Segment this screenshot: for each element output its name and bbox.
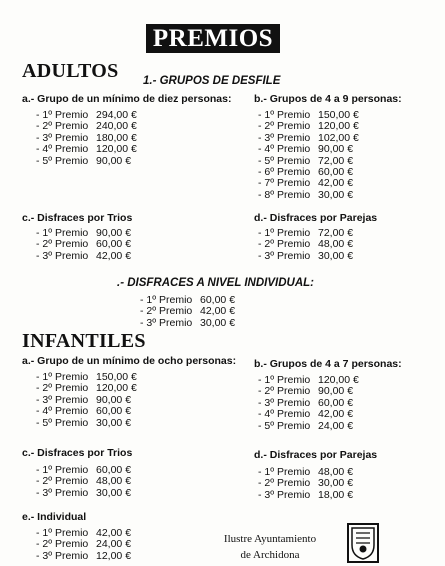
prize-list-infantiles-b <box>258 375 378 432</box>
prize-label: - 3º Premio <box>36 486 89 499</box>
prize-label: - 3º Premio <box>258 396 311 409</box>
prize-amount: 48,00 € <box>318 238 354 251</box>
prize-list-infantiles-a <box>36 372 156 429</box>
prize-label: - 3º Premio <box>258 488 311 501</box>
prize-amount: 24,00 € <box>96 538 132 551</box>
prize-amount: 42,00 € <box>96 527 132 539</box>
prize-label: - 1º Premio <box>258 227 311 239</box>
prize-label: - 4º Premio <box>258 143 311 156</box>
prize-row <box>36 406 156 417</box>
prize-label: - 2º Premio <box>258 120 311 133</box>
prize-label: - 2º Premio <box>258 477 311 490</box>
prize-amount: 102,00 € <box>318 131 359 144</box>
group-label-adultos-d: d.- Disfraces por Parejas <box>254 212 378 224</box>
prize-amount: 60,00 € <box>96 405 132 418</box>
prize-amount: 90,00 € <box>96 227 132 239</box>
prize-amount: 42,00 € <box>96 249 132 262</box>
prize-amount: 30,00 € <box>318 477 354 490</box>
prize-amount: 90,00 € <box>96 393 132 406</box>
prize-amount: 294,00 € <box>96 109 137 121</box>
prize-list-adultos-individual <box>140 295 260 329</box>
prize-row <box>258 144 378 155</box>
page-title: PREMIOS <box>146 24 280 53</box>
prize-label: - 2º Premio <box>258 385 311 398</box>
prize-row <box>36 144 156 155</box>
prize-amount: 150,00 € <box>318 109 359 121</box>
prize-label: - 3º Premio <box>36 549 89 562</box>
prize-amount: 42,00 € <box>318 177 354 190</box>
prize-amount: 90,00 € <box>318 143 354 156</box>
prize-amount: 30,00 € <box>318 249 354 262</box>
prize-row <box>258 421 378 432</box>
subheading-grupos-desfile: 1.- GRUPOS DE DESFILE <box>143 75 281 87</box>
prize-label: - 2º Premio <box>36 475 89 488</box>
prize-amount: 60,00 € <box>318 166 354 179</box>
subheading-individual: .- DISFRACES A NIVEL INDIVIDUAL: <box>117 277 314 289</box>
prize-row <box>258 409 378 420</box>
prize-amount: 30,00 € <box>96 416 132 429</box>
prize-amount: 72,00 € <box>318 227 354 239</box>
group-label-adultos-c: c.- Disfraces por Trios <box>22 212 133 224</box>
prize-label: - 3º Premio <box>258 131 311 144</box>
prize-label: - 1º Premio <box>36 527 89 539</box>
group-label-infantiles-c: c.- Disfraces por Trios <box>22 447 133 459</box>
prize-amount: 180,00 € <box>96 131 137 144</box>
prize-label: - 2º Premio <box>36 382 89 395</box>
prize-list-adultos-a <box>36 110 156 167</box>
prize-label: - 1º Premio <box>36 109 89 121</box>
prize-label: - 1º Premio <box>36 371 89 383</box>
prize-amount: 30,00 € <box>200 316 236 329</box>
prize-amount: 120,00 € <box>318 120 359 133</box>
prize-label: - 8º Premio <box>258 188 311 201</box>
group-label-infantiles-a: a.- Grupo de un mínimo de ocho personas: <box>22 355 237 367</box>
prize-label: - 1º Premio <box>258 466 311 478</box>
prize-label: - 2º Premio <box>140 305 193 318</box>
prize-label: - 5º Premio <box>258 419 311 432</box>
prize-amount: 120,00 € <box>96 382 137 395</box>
prize-amount: 48,00 € <box>318 466 354 478</box>
group-label-adultos-a: a.- Grupo de un mínimo de diez personas: <box>22 93 232 105</box>
group-label-infantiles-d: d.- Disfraces por Parejas <box>254 449 378 461</box>
prize-label: - 3º Premio <box>36 249 89 262</box>
prize-label: - 3º Premio <box>36 131 89 144</box>
prize-label: - 1º Premio <box>36 227 89 239</box>
prize-amount: 30,00 € <box>96 486 132 499</box>
prize-label: - 3º Premio <box>140 316 193 329</box>
prize-amount: 60,00 € <box>200 294 236 306</box>
prize-label: - 2º Premio <box>36 538 89 551</box>
prize-amount: 60,00 € <box>96 464 132 476</box>
prize-label: - 5º Premio <box>36 154 89 167</box>
section-heading-infantiles: INFANTILES <box>22 330 146 352</box>
prize-label: - 7º Premio <box>258 177 311 190</box>
prize-row <box>36 251 156 262</box>
prize-amount: 72,00 € <box>318 154 354 167</box>
prize-label: - 1º Premio <box>36 464 89 476</box>
organization-line-1: Ilustre Ayuntamiento <box>223 533 317 545</box>
prize-amount: 90,00 € <box>318 385 354 398</box>
prize-amount: 120,00 € <box>96 143 137 156</box>
group-label-infantiles-b: b.- Grupos de 4 a 7 personas: <box>254 358 402 370</box>
prize-row <box>258 251 378 262</box>
prize-amount: 60,00 € <box>96 238 132 251</box>
prize-label: - 2º Premio <box>36 238 89 251</box>
prize-amount: 120,00 € <box>318 374 359 386</box>
prize-amount: 60,00 € <box>318 396 354 409</box>
prize-label: - 4º Premio <box>258 408 311 421</box>
prize-amount: 48,00 € <box>96 475 132 488</box>
prize-amount: 12,00 € <box>96 549 132 562</box>
prize-label: - 2º Premio <box>258 238 311 251</box>
prize-row <box>36 418 156 429</box>
prize-amount: 42,00 € <box>318 408 354 421</box>
prize-label: - 6º Premio <box>258 166 311 179</box>
organization-name <box>210 531 330 563</box>
prize-amount: 30,00 € <box>318 188 354 201</box>
coat-of-arms-icon <box>347 523 379 563</box>
prize-row <box>258 490 378 501</box>
prize-amount: 240,00 € <box>96 120 137 133</box>
prize-list-infantiles-e <box>36 528 156 562</box>
group-label-adultos-b: b.- Grupos de 4 a 9 personas: <box>254 93 402 105</box>
prize-list-adultos-c <box>36 228 156 262</box>
prize-amount: 24,00 € <box>318 419 354 432</box>
prize-label: - 1º Premio <box>258 109 311 121</box>
group-label-infantiles-e: e.- Individual <box>22 511 87 523</box>
prize-list-infantiles-d <box>258 467 378 501</box>
coat-of-arms-graphic <box>349 525 377 561</box>
prize-list-adultos-b <box>258 110 378 201</box>
prize-amount: 150,00 € <box>96 371 137 383</box>
prize-label: - 2º Premio <box>36 120 89 133</box>
prize-row <box>36 488 156 499</box>
prize-amount: 90,00 € <box>96 154 132 167</box>
prize-list-infantiles-c <box>36 465 156 499</box>
prize-row <box>258 190 378 201</box>
prize-label: - 1º Premio <box>258 374 311 386</box>
prize-label: - 4º Premio <box>36 405 89 418</box>
prize-label: - 4º Premio <box>36 143 89 156</box>
prize-label: - 3º Premio <box>258 249 311 262</box>
prize-label: - 1º Premio <box>140 294 193 306</box>
section-heading-adultos: ADULTOS <box>22 60 119 82</box>
prize-row <box>140 318 260 329</box>
prize-amount: 42,00 € <box>200 305 236 318</box>
organization-line-2: de Archidona <box>240 549 300 561</box>
prize-row <box>36 156 156 167</box>
prize-label: - 5º Premio <box>258 154 311 167</box>
prize-list-adultos-d <box>258 228 378 262</box>
prize-amount: 18,00 € <box>318 488 354 501</box>
prize-label: - 3º Premio <box>36 393 89 406</box>
prize-label: - 5º Premio <box>36 416 89 429</box>
